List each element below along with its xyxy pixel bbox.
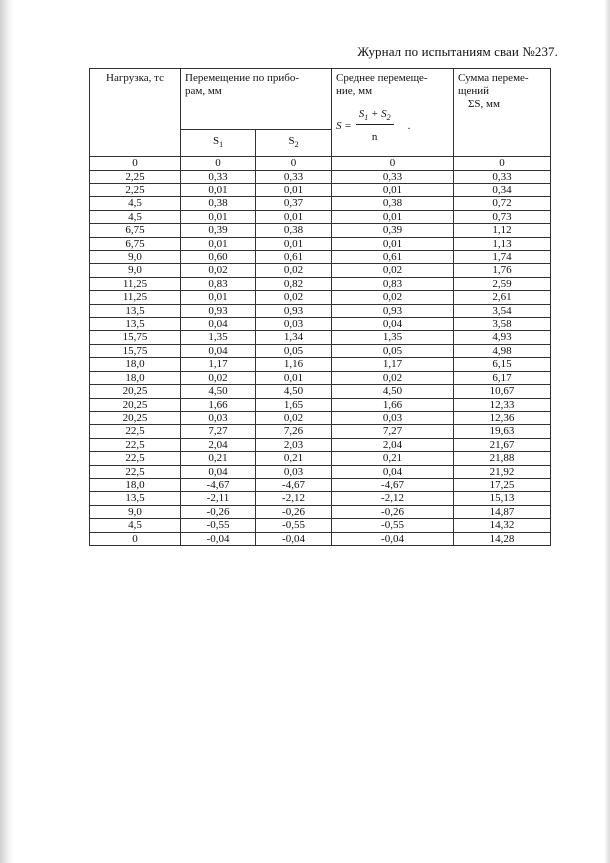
cell-sum: 1,13 (454, 237, 551, 250)
cell-sum: 3,54 (454, 304, 551, 317)
cell-sum: 17,25 (454, 478, 551, 491)
formula-dot: . (407, 119, 411, 132)
table-row (90, 157, 551, 170)
cell-sum: 14,32 (454, 519, 551, 532)
cell-s2: 1,34 (256, 331, 332, 344)
header-movement-line1: Перемещение по прибо- (185, 72, 299, 84)
cell-s2: -0,04 (256, 532, 332, 545)
cell-s2: -0,55 (256, 519, 332, 532)
header-s2: $S_2$ (256, 130, 332, 157)
formula-lhs: S = (336, 119, 352, 132)
cell-s1: 0,02 (181, 264, 256, 277)
cell-s2: 0,38 (256, 224, 332, 237)
cell-sum: 6,17 (454, 371, 551, 384)
table-row (90, 478, 551, 491)
table-row (90, 358, 551, 371)
table-row (90, 318, 551, 331)
average-formula (336, 108, 449, 144)
cell-s1: 0,83 (181, 277, 256, 290)
cell-s1: 0,03 (181, 411, 256, 424)
cell-average: 0,61 (332, 251, 454, 264)
cell-s2: 0,82 (256, 277, 332, 290)
cell-sum: 12,36 (454, 411, 551, 424)
cell-s2: 0,01 (256, 237, 332, 250)
table-row (90, 465, 551, 478)
cell-s1: -0,55 (181, 519, 256, 532)
cell-load: 20,25 (90, 385, 181, 398)
cell-s2: 0,61 (256, 251, 332, 264)
header-average-line1: Среднее перемеще- (336, 72, 428, 84)
cell-average: 0,39 (332, 224, 454, 237)
cell-average: -4,67 (332, 478, 454, 491)
cell-s2: 1,65 (256, 398, 332, 411)
cell-load: 22,5 (90, 425, 181, 438)
cell-load: 4,5 (90, 210, 181, 223)
cell-sum: 19,63 (454, 425, 551, 438)
cell-average: 1,66 (332, 398, 454, 411)
cell-load: 2,25 (90, 170, 181, 183)
cell-sum: 15,13 (454, 492, 551, 505)
table-row (90, 411, 551, 424)
cell-s2: -2,12 (256, 492, 332, 505)
cell-sum: 1,74 (454, 251, 551, 264)
formula-numerator: $S_1 + S_2$ (356, 108, 394, 125)
cell-average: 0,01 (332, 210, 454, 223)
table-row (90, 385, 551, 398)
table-body (90, 157, 551, 546)
table-row (90, 492, 551, 505)
cell-load: 18,0 (90, 358, 181, 371)
cell-load: 9,0 (90, 251, 181, 264)
table-row (90, 452, 551, 465)
table-row (90, 344, 551, 357)
cell-average: 0,83 (332, 277, 454, 290)
cell-load: 15,75 (90, 331, 181, 344)
cell-average: 0,01 (332, 184, 454, 197)
cell-s2: 0,01 (256, 371, 332, 384)
cell-load: 22,5 (90, 452, 181, 465)
cell-s2: -0,26 (256, 505, 332, 518)
cell-sum: 21,88 (454, 452, 551, 465)
header-average (332, 69, 454, 157)
cell-s1: 0,04 (181, 344, 256, 357)
cell-average: 4,50 (332, 385, 454, 398)
journal-title: Журнал по испытаниям сваи №237. (357, 44, 558, 59)
cell-average: 1,17 (332, 358, 454, 371)
cell-s2: 0,05 (256, 344, 332, 357)
header-load (90, 69, 181, 157)
cell-load: 22,5 (90, 438, 181, 451)
cell-s2: 0 (256, 157, 332, 170)
cell-average: 2,04 (332, 438, 454, 451)
cell-s1: 0,38 (181, 197, 256, 210)
cell-sum: 1,12 (454, 224, 551, 237)
cell-s1: 0,01 (181, 184, 256, 197)
cell-load: 6,75 (90, 237, 181, 250)
cell-average: -2,12 (332, 492, 454, 505)
table-row (90, 505, 551, 518)
table-row (90, 264, 551, 277)
cell-sum: 12,33 (454, 398, 551, 411)
cell-average: 1,35 (332, 331, 454, 344)
cell-sum: 6,15 (454, 358, 551, 371)
formula-fraction (356, 108, 394, 144)
cell-s1: 0,04 (181, 318, 256, 331)
table-row (90, 398, 551, 411)
table-row (90, 532, 551, 545)
cell-average: -0,55 (332, 519, 454, 532)
cell-average: 0,01 (332, 237, 454, 250)
cell-s1: 0,04 (181, 465, 256, 478)
cell-sum: 2,59 (454, 277, 551, 290)
table-row (90, 184, 551, 197)
cell-s2: -4,67 (256, 478, 332, 491)
cell-s1: 0 (181, 157, 256, 170)
cell-average: 0,04 (332, 465, 454, 478)
cell-average: 0,03 (332, 411, 454, 424)
page-right-shadow (604, 0, 610, 863)
cell-average: 0,02 (332, 371, 454, 384)
table-row (90, 277, 551, 290)
cell-s1: -0,04 (181, 532, 256, 545)
cell-s2: 4,50 (256, 385, 332, 398)
cell-average: 7,27 (332, 425, 454, 438)
cell-load: 20,25 (90, 398, 181, 411)
cell-load: 20,25 (90, 411, 181, 424)
cell-sum: 21,67 (454, 438, 551, 451)
table-row (90, 438, 551, 451)
table-row (90, 291, 551, 304)
header-sum (454, 69, 551, 157)
cell-sum: 3,58 (454, 318, 551, 331)
cell-sum: 1,76 (454, 264, 551, 277)
header-average-line2: ние, мм (336, 85, 373, 97)
cell-average: 0,93 (332, 304, 454, 317)
cell-s2: 0,33 (256, 170, 332, 183)
table-row (90, 519, 551, 532)
cell-average: 0,33 (332, 170, 454, 183)
table-row (90, 237, 551, 250)
cell-average: 0,21 (332, 452, 454, 465)
cell-sum: 4,98 (454, 344, 551, 357)
cell-s2: 0,02 (256, 411, 332, 424)
cell-sum: 21,92 (454, 465, 551, 478)
cell-s2: 0,21 (256, 452, 332, 465)
table-row (90, 331, 551, 344)
cell-s1: 4,50 (181, 385, 256, 398)
cell-sum: 0,34 (454, 184, 551, 197)
cell-s1: 0,60 (181, 251, 256, 264)
cell-sum: 2,61 (454, 291, 551, 304)
page-left-shadow (0, 0, 14, 863)
formula-denominator: n (371, 131, 378, 144)
header-sum-line3: ΣS, мм (468, 98, 500, 110)
header-sum-line1: Сумма переме- (458, 72, 529, 84)
cell-sum: 4,93 (454, 331, 551, 344)
cell-s1: 0,93 (181, 304, 256, 317)
cell-sum: 0 (454, 157, 551, 170)
header-movement (181, 69, 332, 130)
header-movement-line2: рам, мм (185, 85, 222, 97)
cell-s2: 0,01 (256, 210, 332, 223)
cell-s2: 0,03 (256, 318, 332, 331)
cell-average: 0,38 (332, 197, 454, 210)
cell-s2: 7,26 (256, 425, 332, 438)
cell-average: 0,04 (332, 318, 454, 331)
cell-s1: 0,33 (181, 170, 256, 183)
cell-s1: 7,27 (181, 425, 256, 438)
cell-average: -0,26 (332, 505, 454, 518)
table-row (90, 304, 551, 317)
cell-s1: 1,17 (181, 358, 256, 371)
table-row (90, 170, 551, 183)
table-row (90, 224, 551, 237)
cell-s2: 0,93 (256, 304, 332, 317)
cell-load: 11,25 (90, 291, 181, 304)
cell-load: 4,5 (90, 519, 181, 532)
cell-load: 13,5 (90, 304, 181, 317)
cell-s1: 0,21 (181, 452, 256, 465)
table-row (90, 425, 551, 438)
table-row (90, 251, 551, 264)
cell-s1: 2,04 (181, 438, 256, 451)
cell-load: 4,5 (90, 197, 181, 210)
cell-s1: 0,01 (181, 237, 256, 250)
cell-sum: 14,87 (454, 505, 551, 518)
cell-load: 18,0 (90, 371, 181, 384)
cell-s1: 0,01 (181, 291, 256, 304)
header-load-label: Нагрузка, тс (106, 72, 164, 84)
cell-load: 13,5 (90, 318, 181, 331)
cell-s1: 0,02 (181, 371, 256, 384)
cell-s1: 1,66 (181, 398, 256, 411)
cell-load: 0 (90, 532, 181, 545)
cell-load: 18,0 (90, 478, 181, 491)
cell-s2: 0,01 (256, 184, 332, 197)
cell-load: 9,0 (90, 505, 181, 518)
table-row (90, 371, 551, 384)
cell-s1: -4,67 (181, 478, 256, 491)
cell-average: 0,05 (332, 344, 454, 357)
header-sum-line2: щений (458, 85, 490, 97)
cell-load: 2,25 (90, 184, 181, 197)
cell-sum: 0,73 (454, 210, 551, 223)
header-s1: $S_1$ (181, 130, 256, 157)
cell-sum: 0,72 (454, 197, 551, 210)
cell-average: -0,04 (332, 532, 454, 545)
cell-load: 9,0 (90, 264, 181, 277)
pile-test-table (89, 68, 551, 546)
cell-load: 6,75 (90, 224, 181, 237)
cell-s1: 0,39 (181, 224, 256, 237)
cell-load: 22,5 (90, 465, 181, 478)
cell-sum: 10,67 (454, 385, 551, 398)
cell-sum: 14,28 (454, 532, 551, 545)
cell-average: 0,02 (332, 264, 454, 277)
cell-load: 13,5 (90, 492, 181, 505)
table-row (90, 210, 551, 223)
cell-s1: 1,35 (181, 331, 256, 344)
cell-s2: 0,37 (256, 197, 332, 210)
cell-s1: -0,26 (181, 505, 256, 518)
cell-s2: 0,03 (256, 465, 332, 478)
cell-load: 0 (90, 157, 181, 170)
cell-s2: 0,02 (256, 264, 332, 277)
cell-s2: 1,16 (256, 358, 332, 371)
cell-s2: 0,02 (256, 291, 332, 304)
cell-sum: 0,33 (454, 170, 551, 183)
cell-load: 11,25 (90, 277, 181, 290)
cell-s1: -2,11 (181, 492, 256, 505)
table-row (90, 197, 551, 210)
cell-load: 15,75 (90, 344, 181, 357)
cell-s1: 0,01 (181, 210, 256, 223)
cell-average: 0,02 (332, 291, 454, 304)
cell-average: 0 (332, 157, 454, 170)
cell-s2: 2,03 (256, 438, 332, 451)
